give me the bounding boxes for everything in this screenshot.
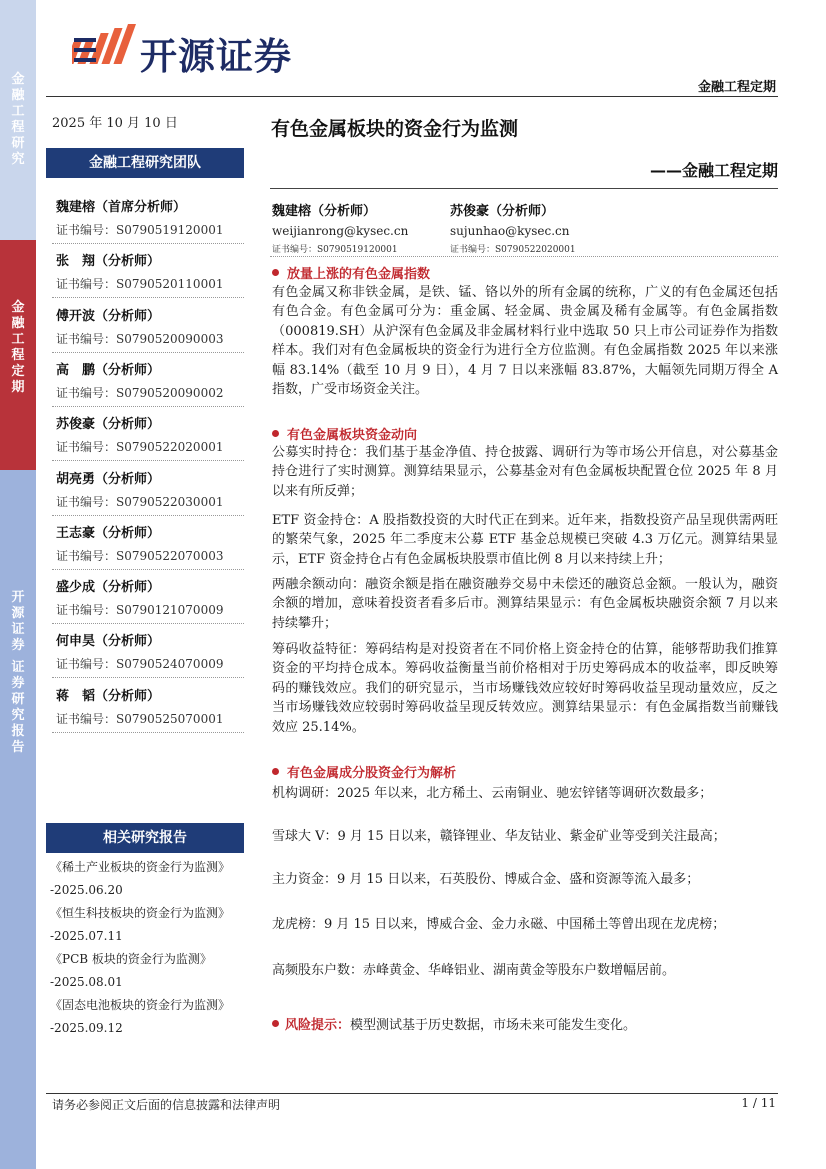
analyst-divider [52, 297, 244, 298]
header-category: 金融工程定期 [697, 80, 776, 95]
section-paragraph: 有色金属又称非铁金属，是铁、锰、铬以外的所有金属的统称，广义的有色金属还包括有色合金。有色金属可分为：重金属、轻金属、贵金属及稀有金属等。有色金属指数（000819.SH）从沪深有色金属及非金属材料行业中选取 50 只上市公司证券作为指数样本。我们对有色金属板块的资金行为进行全方位监测。有色金属指数 2025 年以来涨幅 83.14%（截至 10 月 9 日），4 月 7 日以来涨幅 83.87%，大幅领先同期万得全 A 指数，广受市场资金关注。 [272, 285, 778, 398]
related-report-date: -2025.07.11 [50, 929, 123, 943]
section-heading: 有色金属成分股资金行为解析 [272, 762, 456, 781]
title-divider [270, 188, 778, 189]
risk-text: 模型测试基于历史数据，市场未来可能发生变化。 [350, 1018, 637, 1033]
section-paragraph: 筹码收益特征：筹码结构是对投资者在不同价格上资金持仓的估算，能够帮助我们推算资金的平均持仓成本。筹码收益衡量当前价格相对于历史筹码成本的收益率，即反映筹码的赚钱效应。我们的研究显示，当市场赚钱效应较好时筹码收益呈现动量效应，反之当市场赚钱效应较弱时筹码收益呈现反转效应。测算结果显示：有色金属指数当前赚钱效应 25.14%。 [272, 642, 778, 735]
analyst-name: 王志豪（分析师） [56, 525, 161, 541]
finding-line: 雪球大 V：9 月 15 日以来，赣锋锂业、华友钴业、紫金矿业等受到关注最高； [272, 829, 726, 844]
footer-divider [46, 1093, 778, 1094]
side-label-report: 证 券 研 究 报 告 [11, 660, 25, 755]
section-heading: 放量上涨的有色金属指数 [272, 263, 430, 282]
header-divider [46, 96, 778, 97]
risk-label: 风险提示： [285, 1018, 351, 1033]
related-report-link[interactable]: 《恒生科技板块的资金行为监测》 [50, 906, 231, 920]
analyst-name: 盛少成（分析师） [56, 580, 161, 596]
analyst-divider [52, 732, 244, 733]
team-title: 金融工程研究团队 [46, 148, 244, 178]
analyst-divider [52, 569, 244, 570]
risk-note [272, 1014, 636, 1033]
related-report-date: -2025.09.12 [50, 1021, 123, 1035]
related-report-link[interactable]: 《稀土产业板块的资金行为监测》 [50, 860, 231, 874]
analyst-cert: 证书编号：S0790522030001 [56, 494, 224, 509]
analyst-cert: 证书编号：S0790519120001 [56, 223, 224, 237]
analyst-entry [56, 468, 223, 510]
author-email[interactable]: weijianrong@kysec.cn [272, 224, 409, 238]
analyst-divider [52, 677, 244, 678]
analyst-cert: 证书编号：S0790524070009 [56, 657, 224, 672]
footer-disclaimer: 请务必参阅正文后面的信息披露和法律声明 [52, 1098, 281, 1112]
analyst-divider [52, 352, 244, 353]
analyst-name: 傅开波（分析师） [56, 308, 161, 324]
analyst-entry [56, 522, 223, 564]
analyst-divider [52, 460, 244, 461]
analyst-entry [56, 576, 223, 618]
author-cert: 证书编号：S0790519120001 [272, 245, 398, 255]
bullet-icon [272, 430, 279, 437]
analyst-name: 何申昊（分析师） [56, 634, 161, 650]
analyst-entry [56, 196, 223, 238]
brand-name: 开源证券 [140, 35, 292, 78]
report-subtitle: ——金融工程定期 [649, 161, 778, 180]
author-divider [270, 256, 778, 257]
analyst-divider [52, 623, 244, 624]
section-paragraph: 两融余额动向：融资余额是指在融资融券交易中未偿还的融资总金额。一般认为，融资余额的增加，意味着投资者看多后市。测算结果显示：有色金属板块融资余额 7 月以来持续攀升； [272, 577, 778, 631]
bullet-icon [272, 269, 279, 276]
analyst-name: 张 翔（分析师） [56, 254, 161, 270]
analyst-name: 蒋 韬（分析师） [56, 688, 161, 704]
related-reports-title: 相关研究报告 [46, 823, 244, 853]
author-name: 苏俊豪（分析师） [450, 204, 555, 219]
author-cert: 证书编号：S0790522020001 [450, 245, 576, 255]
analyst-entry [56, 359, 223, 401]
related-report-date: -2025.08.01 [50, 975, 123, 989]
analyst-entry [56, 685, 223, 727]
analyst-cert: 证书编号：S0790522020001 [56, 440, 224, 455]
section-heading: 有色金属板块资金动向 [272, 424, 417, 443]
finding-line: 机构调研：2025 年以来，北方稀土、云南铜业、驰宏锌锗等调研次数最多； [272, 786, 713, 801]
analyst-cert: 证书编号：S0790520090003 [56, 331, 224, 346]
analyst-name: 魏建榕（首席分析师） [56, 200, 187, 215]
side-label-periodic: 金 融 工 程 定 期 [11, 300, 25, 395]
page-number: 1 / 11 [741, 1096, 776, 1110]
author-card [450, 200, 576, 255]
side-label-research: 金 融 工 程 研 究 [11, 72, 25, 167]
report-title: 有色金属板块的资金行为监测 [271, 118, 519, 140]
analyst-name: 胡亮勇（分析师） [56, 471, 161, 487]
related-report-date: -2025.06.20 [50, 883, 123, 897]
author-name: 魏建榕（分析师） [272, 204, 377, 219]
analyst-cert: 证书编号：S0790520090002 [56, 385, 224, 400]
analyst-entry [56, 305, 223, 347]
analyst-entry [56, 250, 223, 292]
analyst-cert: 证书编号：S0790121070009 [56, 603, 224, 618]
related-report-link[interactable]: 《PCB 板块的资金行为监测》 [50, 952, 212, 966]
analyst-divider [52, 515, 244, 516]
report-date: 2025 年 10 月 10 日 [52, 116, 178, 131]
finding-line: 高频股东户数：赤峰黄金、华峰铝业、湖南黄金等股东户数增幅居前。 [272, 963, 676, 978]
analyst-entry [56, 630, 223, 672]
side-label-brand: 开 源 证 券 [11, 590, 25, 653]
analyst-name: 高 鹏（分析师） [56, 362, 161, 378]
analyst-cert: 证书编号：S0790520110001 [56, 277, 224, 292]
bullet-icon [272, 1020, 279, 1027]
finding-line: 龙虎榜：9 月 15 日以来，博威合金、金力永磁、中国稀土等曾出现在龙虎榜； [272, 917, 726, 932]
section-paragraph: ETF 资金持仓：A 股指数投资的大时代正在到来。近年来，指数投资产品呈现供需两旺的繁荣气象，2025 年二季度末公募 ETF 基金总规模已突破 4.3 万亿元。测算结果显示，ETF 资金持仓占有色金属板块股票市值比例 8 月以来持续上升； [272, 513, 778, 567]
author-card [272, 200, 408, 255]
analyst-cert: 证书编号：S0790525070001 [56, 711, 224, 726]
analyst-divider [52, 243, 244, 244]
analyst-name: 苏俊豪（分析师） [56, 417, 161, 433]
side-stripe-lower [0, 470, 36, 1169]
bullet-icon [272, 768, 279, 775]
section-paragraph: 公募实时持仓：我们基于基金净值、持仓披露、调研行为等市场公开信息，对公募基金持仓进行了实时测算。测算结果显示，公募基金对有色金属板块配置仓位 2025 年 8 月以来有所反弹； [272, 445, 778, 499]
related-report-link[interactable]: 《固态电池板块的资金行为监测》 [50, 998, 231, 1012]
analyst-entry [56, 413, 223, 455]
analyst-cert: 证书编号：S0790522070003 [56, 548, 224, 563]
kaiyuan-logo-icon [72, 24, 138, 68]
author-email[interactable]: sujunhao@kysec.cn [450, 224, 570, 238]
analyst-divider [52, 406, 244, 407]
finding-line: 主力资金：9 月 15 日以来，石英股份、博威合金、盛和资源等流入最多； [272, 872, 700, 887]
